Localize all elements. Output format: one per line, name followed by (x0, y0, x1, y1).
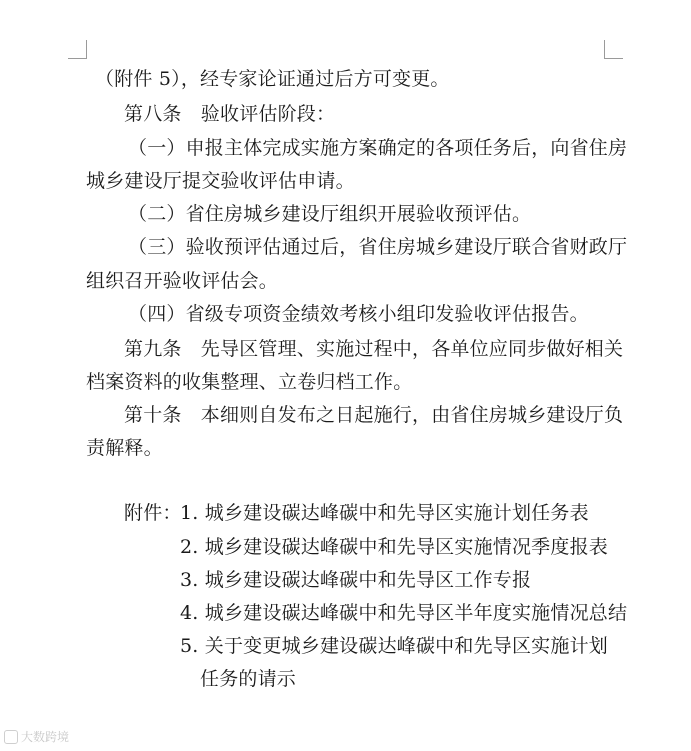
article-9-line-1: 第九条 先导区管理、实施过程中，各单位应同步做好相关 (124, 338, 624, 360)
article-8-item-1-line-1: （一）申报主体完成实施方案确定的各项任务后，向省住房 (128, 137, 628, 159)
attachment-item-2: 2. 城乡建设碳达峰碳中和先导区实施情况季度报表 (180, 536, 608, 558)
attachment-item-5-line-1: 5. 关于变更城乡建设碳达峰碳中和先导区实施计划 (180, 635, 608, 657)
crop-mark-top-right (604, 40, 623, 59)
attachment-item-5-line-2: 任务的请示 (200, 668, 297, 690)
attachment-item-4: 4. 城乡建设碳达峰碳中和先导区半年度实施情况总结 (180, 602, 628, 624)
article-8-item-1-line-2: 城乡建设厅提交验收评估申请。 (86, 170, 355, 192)
watermark (4, 728, 69, 745)
watermark-text: 大数跨境 (21, 730, 70, 744)
article-8-item-4: （四）省级专项资金绩效考核小组印发验收评估报告。 (128, 303, 589, 325)
article-9-line-2: 档案资料的收集整理、立卷归档工作。 (86, 371, 413, 393)
article-8-item-3-line-1: （三）验收预评估通过后，省住房城乡建设厅联合省财政厅 (128, 236, 628, 258)
attachment-item-1: 1. 城乡建设碳达峰碳中和先导区实施计划任务表 (180, 502, 589, 524)
crop-mark-top-left (68, 40, 87, 59)
article-8-item-2: （二）省住房城乡建设厅组织开展验收预评估。 (128, 203, 532, 225)
article-8-item-3-line-2: 组织召开验收评估会。 (86, 270, 279, 292)
attachment-item-3: 3. 城乡建设碳达峰碳中和先导区工作专报 (180, 569, 532, 591)
body-line-1: （附件 5），经专家论证通过后方可变更。 (95, 68, 450, 90)
attachments-label: 附件： (124, 502, 182, 524)
article-10-line-1: 第十条 本细则自发布之日起施行，由省住房城乡建设厅负 (124, 404, 624, 426)
article-8-heading: 第八条 验收评估阶段： (124, 103, 336, 125)
brand-logo-icon (4, 730, 18, 744)
article-10-line-2: 责解释。 (86, 437, 163, 459)
